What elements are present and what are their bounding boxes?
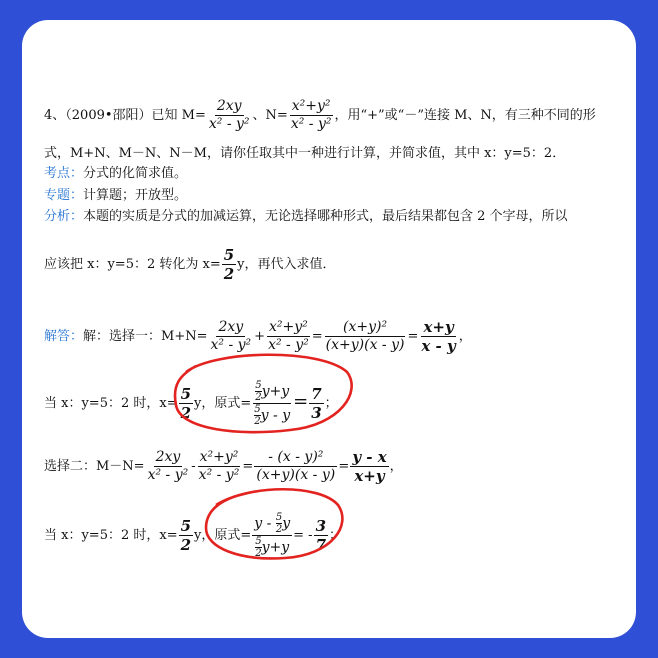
punctuation: ； [324, 396, 338, 411]
denominator: (x+y)(x - y) [325, 337, 405, 353]
denominator: 2 [223, 265, 235, 283]
numerator: (x+y)² [325, 319, 405, 337]
numerator: x²+y² [199, 449, 239, 465]
operator: = [338, 459, 350, 474]
numerator: 3 [315, 517, 326, 535]
question-text: ，用“+”或“－”连接 M、N，有三种不同的形 [334, 108, 596, 123]
numerator: 7 [311, 385, 322, 403]
operator: = [311, 329, 323, 344]
denominator: x² - y² [290, 116, 332, 132]
numerator: 2xy [216, 98, 242, 114]
solution-text: 当 x：y=5：2 时，x= [44, 528, 178, 543]
zhuanti-label: 专题： [44, 188, 84, 203]
denominator: 2 [180, 536, 192, 554]
denominator: 7 [315, 536, 326, 554]
question-text: 、N= [252, 108, 288, 123]
denominator: x² - y² [268, 337, 309, 353]
numerator: x+y [423, 318, 454, 336]
operator: = - [293, 528, 313, 543]
denominator: x² - y² [147, 467, 189, 483]
operator: + [254, 329, 266, 344]
kaodian-text: 分式的化简求值。 [83, 166, 188, 181]
operator: - [191, 459, 196, 474]
numerator: x²+y² [269, 319, 308, 335]
denominator: 2 [255, 392, 262, 403]
red-circle-2 [206, 489, 342, 558]
numerator: 5 [255, 536, 262, 547]
fenxi-text: y，再代入求值． [237, 257, 336, 272]
numerator: 5 [180, 517, 192, 535]
denominator: x+y [354, 467, 385, 485]
denominator: 2 [254, 416, 261, 427]
denominator: x² - y² [208, 116, 250, 132]
denominator: 3 [311, 404, 322, 422]
punctuation: ， [389, 459, 403, 474]
solution-text: 解：选择一：M+N= [83, 329, 208, 344]
fenxi-text: 应该把 x：y=5：2 转化为 x= [44, 257, 221, 272]
punctuation: ； [329, 528, 343, 543]
solution-text: y，原式= [194, 396, 252, 411]
numerator: y - [254, 515, 276, 532]
denominator: y - y [260, 407, 291, 424]
red-circle-1 [175, 355, 352, 432]
question-line-2: 式，M+N、M－N、N－M，请你任取其中一种进行计算，并简求值，其中 x：y=5：2． [44, 146, 566, 161]
operator: = [407, 329, 419, 344]
operator: = [242, 459, 254, 474]
numerator: 2xy [218, 319, 244, 335]
question-prefix: 4、（2009•邵阳）已知 M= [44, 108, 206, 123]
numerator: x²+y² [291, 98, 331, 114]
numerator: 5 [254, 404, 261, 415]
numerator: y - x [352, 448, 387, 466]
numerator: - (x - y)² [254, 449, 337, 467]
numerator: y [282, 515, 291, 532]
denominator: x² - y² [198, 467, 240, 483]
fenxi-label: 分析： [44, 209, 84, 224]
operator: = [293, 391, 309, 412]
numerator: 2xy [155, 449, 181, 465]
numerator: 5 [223, 246, 235, 264]
denominator: 2 [255, 548, 262, 559]
numerator: 5 [275, 512, 283, 523]
denominator: x² - y² [210, 337, 252, 353]
kaodian-label: 考点： [44, 166, 84, 181]
punctuation: ， [458, 329, 472, 344]
denominator: (x+y)(x - y) [256, 467, 336, 483]
denominator: 2 [180, 404, 192, 422]
numerator: 5 [255, 380, 262, 391]
jieda-label: 解答： [44, 329, 84, 344]
solution-text: 当 x：y=5：2 时，x= [44, 396, 178, 411]
denominator: y+y [261, 539, 290, 556]
solution-text: 选择二：M－N= [44, 459, 145, 474]
denominator: x - y [421, 337, 456, 355]
denominator: 2 [275, 524, 283, 535]
numerator: 5 [180, 385, 192, 403]
solution-text: y，原式= [194, 528, 252, 543]
fenxi-text: 本题的实质是分式的加减运算，无论选择哪种形式，最后结果都包含 2 个字母，所以 [83, 209, 568, 224]
numerator: y+y [261, 383, 290, 400]
zhuanti-text: 计算题；开放型。 [83, 188, 188, 203]
